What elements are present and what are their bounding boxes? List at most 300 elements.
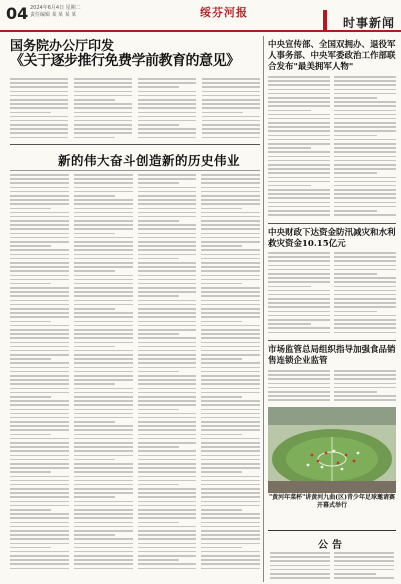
text-line [138, 413, 197, 415]
text-line [334, 202, 396, 204]
text-line [268, 168, 330, 170]
text-line [268, 206, 330, 208]
text-line [10, 241, 69, 243]
text-line [201, 534, 260, 536]
text-line [138, 329, 197, 331]
text-line [268, 286, 311, 288]
text-line [74, 308, 115, 310]
text-line [74, 342, 133, 344]
text-line [138, 308, 197, 310]
text-line [201, 174, 260, 176]
text-line [10, 526, 69, 528]
text-line [10, 86, 68, 88]
text-line [10, 463, 69, 465]
text-line [334, 160, 396, 162]
text-line [10, 329, 69, 331]
text-line [10, 392, 69, 394]
text-line [10, 559, 69, 561]
text-line [10, 237, 69, 239]
notice-col-1 [270, 552, 330, 581]
text-line [74, 178, 133, 180]
text-line [10, 358, 51, 360]
text-line [334, 126, 396, 128]
notice-col-2 [334, 552, 394, 581]
text-line [10, 270, 69, 272]
text-line [334, 378, 396, 380]
text-line [201, 262, 260, 264]
text-line [268, 147, 311, 149]
text-line [138, 295, 179, 297]
text-line [334, 383, 396, 385]
text-line [74, 99, 115, 101]
text-line [268, 135, 330, 137]
text-line [138, 425, 197, 427]
text-line [74, 388, 133, 390]
text-line [270, 560, 330, 562]
text-line [10, 208, 51, 210]
text-line [10, 132, 68, 134]
text-line [138, 442, 197, 444]
text-line [334, 319, 396, 321]
text-line [74, 496, 115, 498]
text-line [334, 101, 396, 103]
text-line [74, 91, 132, 93]
text-line [201, 346, 260, 348]
section-title: 时事新闻 [342, 16, 395, 30]
text-line [138, 513, 197, 515]
text-line [138, 316, 197, 318]
text-line [138, 421, 197, 423]
text-line [138, 99, 196, 101]
text-line [201, 409, 260, 411]
text-line [201, 216, 260, 218]
text-line [201, 471, 242, 473]
text-line [201, 547, 242, 549]
text-line [10, 254, 69, 256]
text-line [201, 379, 260, 381]
text-line [201, 400, 260, 402]
text-line [138, 195, 197, 197]
text-line [74, 551, 133, 553]
text-line [138, 367, 197, 369]
text-line [268, 323, 311, 325]
text-line [268, 189, 330, 191]
text-line [74, 555, 133, 557]
text-line [138, 337, 197, 339]
text-line [334, 164, 396, 166]
text-line [10, 137, 68, 139]
text-line [74, 404, 133, 406]
text-line [201, 333, 260, 335]
lead-col-4 [202, 78, 260, 140]
text-line [138, 530, 197, 532]
text-line [74, 450, 133, 452]
text-line [268, 164, 330, 166]
text-line [138, 496, 197, 498]
text-line [201, 404, 260, 406]
text-line [74, 266, 133, 268]
text-line [268, 210, 330, 212]
text-line [138, 182, 179, 184]
text-line [138, 492, 197, 494]
text-line [334, 315, 396, 317]
text-line [268, 156, 330, 158]
text-line [334, 374, 396, 376]
text-line [138, 208, 197, 210]
text-line [334, 265, 396, 267]
text-line [138, 563, 197, 565]
text-line [10, 488, 69, 490]
text-line [74, 245, 133, 247]
text-line [334, 573, 376, 575]
right-headline-1: 中央宣传部、全国双拥办、退役军人事务部、中央军委政治工作部联合发布"最美拥军人物" [268, 40, 396, 72]
text-line [201, 496, 260, 498]
text-line [201, 383, 260, 385]
text-line [268, 130, 330, 132]
text-line [138, 429, 197, 431]
lead-col-1 [10, 78, 68, 140]
right2-col-2 [334, 252, 396, 336]
text-line [74, 522, 133, 524]
text-line [201, 329, 260, 331]
text-line [334, 294, 396, 296]
text-line [10, 258, 69, 260]
text-line [10, 116, 68, 118]
text-line [138, 245, 197, 247]
text-line [138, 233, 197, 235]
text-line [10, 103, 68, 105]
text-line [138, 501, 197, 503]
text-line [201, 438, 260, 440]
text-line [201, 350, 260, 352]
text-line [202, 99, 260, 101]
text-line [334, 168, 396, 170]
text-line [201, 279, 260, 281]
text-line [201, 295, 260, 297]
text-line [74, 350, 133, 352]
text-line [334, 135, 377, 137]
text-line [201, 559, 260, 561]
text-line [10, 291, 69, 293]
text-line [268, 151, 330, 153]
text-line [74, 421, 115, 423]
text-line [74, 128, 132, 130]
text-line [334, 256, 396, 258]
text-line [138, 346, 197, 348]
text-line [10, 203, 69, 205]
text-line [74, 254, 133, 256]
text-line [74, 78, 132, 80]
text-line [74, 446, 133, 448]
text-line [201, 266, 260, 268]
text-line [74, 538, 133, 540]
text-line [138, 409, 179, 411]
text-line [74, 438, 133, 440]
text-line [74, 283, 133, 285]
text-line [74, 413, 133, 415]
text-line [201, 442, 260, 444]
text-line [138, 333, 179, 335]
text-line [201, 182, 260, 184]
text-line [10, 404, 69, 406]
text-line [138, 459, 197, 461]
text-line [201, 208, 242, 210]
text-line [10, 312, 69, 314]
text-line [74, 358, 133, 360]
issue-editor: 责任编辑 某 某 某 某 [30, 12, 77, 18]
text-line [138, 212, 197, 214]
text-line [10, 509, 51, 511]
text-line [74, 116, 132, 118]
text-line [138, 249, 197, 251]
text-line [10, 484, 69, 486]
text-line [74, 103, 132, 105]
text-line [74, 312, 133, 314]
text-line [10, 505, 69, 507]
text-line [74, 509, 133, 511]
text-line [10, 480, 69, 482]
text-line [138, 128, 196, 130]
text-line [268, 294, 330, 296]
text-line [201, 312, 260, 314]
text-line [10, 195, 69, 197]
text-line [138, 375, 197, 377]
text-line [10, 371, 69, 373]
text-line [334, 306, 396, 308]
text-line [268, 89, 330, 91]
text-line [201, 316, 260, 318]
text-line [138, 350, 197, 352]
right-headline-2: 中央财政下达资金防汛减灾和水利救灾资金10.15亿元 [268, 228, 396, 249]
text-line [201, 287, 260, 289]
text-line [138, 543, 197, 545]
text-line [10, 496, 69, 498]
text-line [334, 370, 396, 372]
text-line [201, 450, 260, 452]
text-line [138, 476, 197, 478]
text-line [10, 551, 69, 553]
text-line [268, 101, 330, 103]
text-line [334, 143, 396, 145]
text-line [138, 287, 197, 289]
text-line [334, 311, 377, 313]
text-line [74, 325, 133, 327]
text-line [138, 116, 196, 118]
text-line [334, 577, 394, 579]
text-line [138, 371, 179, 373]
text-line [138, 484, 179, 486]
text-line [10, 224, 69, 226]
text-line [334, 273, 377, 275]
text-line [10, 124, 68, 126]
text-line [138, 342, 197, 344]
text-line [201, 270, 260, 272]
text-line [74, 241, 133, 243]
text-line [201, 291, 260, 293]
feature-article-body [10, 174, 260, 580]
text-line [268, 143, 330, 145]
text-line [268, 332, 330, 334]
text-line [10, 501, 69, 503]
text-line [138, 354, 197, 356]
text-line [334, 569, 394, 571]
text-line [10, 220, 69, 222]
photo-caption: "黄河年菜杯"讲黄河九曲(区)青少年足球邀请赛开幕式举行 [269, 494, 395, 509]
text-line [74, 132, 132, 134]
text-line [10, 95, 68, 97]
text-line [138, 312, 197, 314]
stadium-photo-art [268, 407, 396, 493]
text-line [74, 291, 133, 293]
text-line [10, 396, 51, 398]
text-line [138, 480, 197, 482]
text-line [138, 417, 197, 419]
feature-col-3 [138, 174, 197, 572]
text-line [268, 311, 330, 313]
text-line [138, 82, 196, 84]
text-line [74, 425, 133, 427]
right-headline-3: 市场监管总局组织指导加强食品销售连锁企业监管 [268, 345, 396, 366]
text-line [201, 421, 260, 423]
text-line [74, 258, 133, 260]
text-line [201, 517, 260, 519]
lead-article-body [10, 78, 260, 140]
text-line [10, 517, 69, 519]
text-line [268, 252, 330, 254]
text-line [268, 122, 330, 124]
text-line [74, 120, 132, 122]
text-line [10, 262, 69, 264]
text-line [138, 107, 196, 109]
text-line [10, 417, 69, 419]
text-line [138, 178, 197, 180]
text-line [10, 337, 69, 339]
text-line [10, 245, 51, 247]
text-line [138, 509, 197, 511]
text-line [74, 362, 133, 364]
text-line [201, 413, 260, 415]
text-line [201, 321, 242, 323]
text-line [10, 78, 68, 80]
feature-col-4 [201, 174, 260, 572]
text-line [138, 383, 197, 385]
text-line [10, 442, 69, 444]
text-line [334, 193, 396, 195]
text-line [74, 228, 133, 230]
divider-lead [10, 144, 260, 145]
text-line [74, 329, 133, 331]
text-line [201, 455, 260, 457]
text-line [268, 319, 330, 321]
text-line [202, 95, 260, 97]
text-line [74, 107, 132, 109]
text-line [138, 538, 197, 540]
text-line [10, 308, 69, 310]
text-line [201, 501, 260, 503]
text-line [201, 233, 260, 235]
text-line [74, 534, 115, 536]
text-line [201, 337, 260, 339]
text-line [10, 492, 69, 494]
text-line [74, 199, 133, 201]
text-line [138, 216, 197, 218]
text-line [201, 254, 260, 256]
text-line [201, 375, 260, 377]
text-line [201, 212, 260, 214]
text-line [268, 374, 330, 376]
text-line [268, 298, 330, 300]
text-line [138, 124, 179, 126]
text-line [201, 241, 260, 243]
text-line [334, 177, 396, 179]
text-line [138, 203, 197, 205]
text-line [74, 208, 133, 210]
text-line [10, 362, 69, 364]
text-line [10, 413, 69, 415]
text-line [10, 283, 51, 285]
text-line [10, 275, 69, 277]
text-line [334, 277, 396, 279]
divider-feature-top [10, 170, 260, 171]
right-article-1-body [268, 76, 396, 220]
text-line [74, 463, 133, 465]
text-line [138, 392, 197, 394]
text-line [74, 304, 133, 306]
text-line [10, 300, 69, 302]
text-line [201, 417, 260, 419]
text-line [138, 455, 197, 457]
lead-headline-line1: 国务院办公厅印发 [10, 39, 115, 54]
text-line [10, 228, 69, 230]
text-line [201, 283, 242, 285]
text-line [10, 383, 69, 385]
text-line [334, 151, 396, 153]
text-line [334, 286, 396, 288]
text-line [201, 555, 260, 557]
text-line [334, 139, 396, 141]
text-line [10, 547, 51, 549]
text-line [201, 480, 260, 482]
text-line [201, 392, 260, 394]
text-line [74, 82, 132, 84]
text-line [74, 559, 133, 561]
text-line [334, 399, 396, 401]
text-line [10, 333, 69, 335]
text-line [202, 103, 260, 105]
text-line [334, 110, 396, 112]
text-line [202, 82, 260, 84]
text-line [74, 488, 133, 490]
text-line [201, 509, 242, 511]
text-line [268, 197, 330, 199]
text-line [10, 367, 69, 369]
text-line [10, 354, 69, 356]
text-line [74, 400, 133, 402]
text-line [74, 375, 133, 377]
text-line [10, 563, 69, 565]
text-line [10, 212, 69, 214]
text-line [202, 78, 260, 80]
text-line [334, 565, 394, 567]
text-line [201, 484, 260, 486]
text-line [74, 526, 133, 528]
text-line [138, 551, 197, 553]
right-article-3-body [268, 370, 396, 404]
text-line [334, 185, 396, 187]
text-line [10, 471, 51, 473]
lead-col-3 [138, 78, 196, 140]
text-line [268, 378, 330, 380]
